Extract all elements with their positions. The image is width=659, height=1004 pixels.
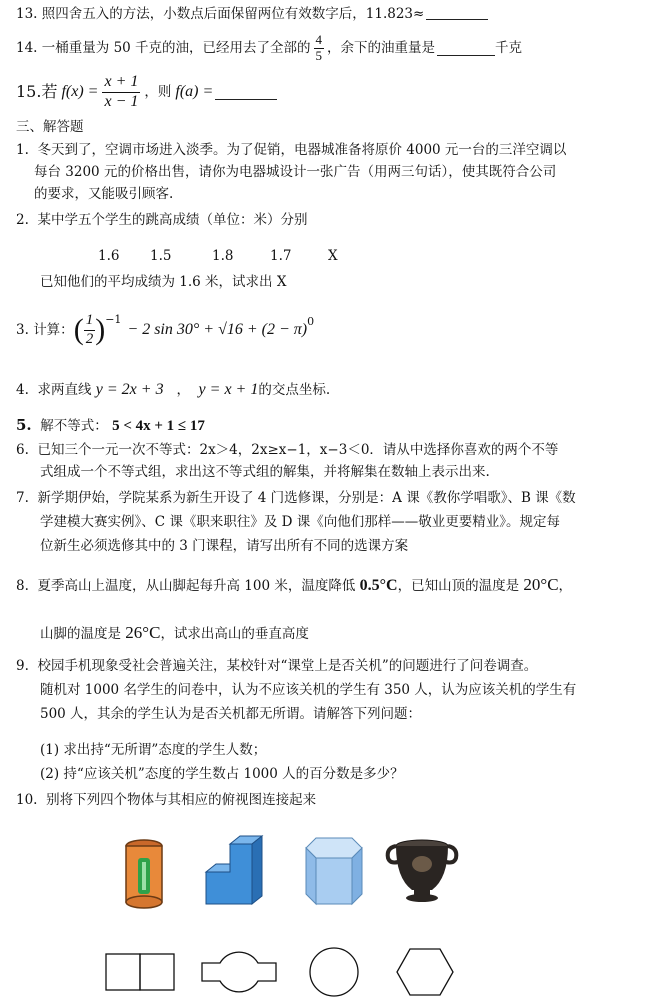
a9-sub-1: (1) 求出持“无所谓”态度的学生人数； [40, 742, 267, 758]
a8-text-1c: ， [558, 578, 573, 594]
a1-number: 1. [16, 142, 29, 158]
q14-answer-blank [437, 41, 495, 56]
a9-text-1: 校园手机现象受社会普遍关注，某校针对“课堂上是否关机”的问题进行了问卷调查。 [37, 658, 538, 674]
answer-7-line-1 [16, 488, 576, 508]
score-5: X [328, 248, 338, 264]
score-3: 1.8 [212, 248, 234, 264]
question-13 [16, 4, 488, 24]
a7-text-3: 位新生必须选修其中的 3 门课程，请写出所有不同的选课方案 [40, 538, 409, 554]
q15-lead: 若 [41, 82, 58, 101]
a1-text-3: 的要求，又能吸引顾客. [34, 186, 174, 202]
answer-1-line-1 [16, 140, 566, 160]
a3-lead: 计算： [33, 321, 74, 338]
q14-text-a: 一桶重量为 50 千克的油，已经用去了全部的 [41, 39, 311, 56]
a3-exponent-2: 0 [307, 315, 315, 328]
a9-sub-2: (2) 持“应该关机”态度的学生数占 1000 人的百分数是多少？ [40, 766, 404, 782]
hexagonal-prism-object [302, 834, 366, 908]
a4-sep: ， [176, 382, 190, 398]
a2-number: 2. [16, 212, 29, 228]
top-view-circle-with-handles [198, 948, 280, 998]
a9-text-3: 500 人，其余的学生认为是否关机都无所谓。请解答下列问题： [40, 706, 422, 722]
question-15 [16, 70, 277, 114]
score-4: 1.7 [270, 248, 292, 264]
q15-number: 15. [16, 82, 42, 101]
a4-lead: 求两直线 [37, 382, 92, 398]
q15-fx: f(x) = [61, 83, 99, 100]
a7-text-2: 学建模大赛实例》、C 课《职来职往》及 D 课《向他们那样——敬业更要精业》。规定每 [40, 514, 561, 530]
a1-text-2: 每台 3200 元的价格出售，请你为电器城设计一张广告（用两三句话），使其既符合公司 [34, 164, 557, 180]
a5-inequality: 5 < 4x + 1 ≤ 17 [112, 418, 205, 434]
answer-2-line-1 [16, 210, 307, 230]
top-view-circle [302, 946, 366, 998]
a2-text-3: 已知他们的平均成绩为 1.6 米，试求出 X [40, 274, 287, 290]
q15-mid: ，则 [144, 83, 172, 100]
q15-fa: f(a) = [175, 83, 214, 100]
a8-temp-1: 0.5°C [359, 577, 398, 594]
a10-text: 别将下列四个物体与其相应的俯视图连接起来 [46, 792, 317, 808]
a8-text-2a: 山脚的温度是 [40, 626, 121, 642]
section-title: 三、解答题 [16, 119, 84, 135]
score-2: 1.5 [150, 248, 172, 264]
answer-5 [16, 414, 205, 438]
a3-left-paren: ( [73, 313, 84, 346]
q15-fraction [102, 73, 140, 111]
answer-10 [16, 790, 316, 810]
a8-text-2b: ，试求出高山的垂直高度 [160, 626, 309, 642]
answer-8-line-2 [40, 620, 309, 646]
vase-object [384, 838, 460, 904]
a4-eq1: y = 2x + 3 [95, 381, 164, 398]
answer-6-line-1 [16, 440, 558, 460]
a5-number: 5. [16, 416, 32, 434]
top-view-two-squares [104, 950, 176, 996]
answer-9-line-1 [16, 656, 537, 676]
a8-text-1a: 夏季高山上温度，从山脚起每升高 100 米，温度降低 [37, 578, 356, 594]
a3-frac-den: 2 [85, 330, 94, 347]
q14-number: 14. [16, 39, 38, 56]
a6-text-1: 已知三个一元一次不等式：2x＞4，2x≥x−1，x−3＜0．请从中选择你喜欢的两个不等 [37, 442, 559, 458]
a10-number: 10. [16, 792, 38, 808]
q14-text-b: ，余下的油重量是 [327, 39, 436, 56]
a8-temp-2: 20°C [523, 575, 559, 594]
a3-exponent-1: −1 [105, 313, 122, 326]
q15-frac-num: x + 1 [102, 73, 140, 92]
q15-frac-den: x − 1 [104, 92, 139, 110]
q13-answer-blank [426, 5, 488, 20]
a9-number: 9. [16, 658, 29, 674]
a9-text-2: 随机对 1000 名学生的问卷中，认为不应该关机的学生有 350 人，认为应该关机的学生有 [40, 682, 577, 698]
a6-text-2: 式组成一个不等式组，求出这不等式组的解集，并将解集在数轴上表示出来. [40, 464, 490, 480]
score-1: 1.6 [98, 248, 120, 264]
a8-text-1b: ，已知山顶的温度是 [397, 578, 520, 594]
a8-number: 8. [16, 578, 29, 594]
q14-text-c: 千克 [495, 39, 523, 56]
q13-number: 13. [16, 6, 38, 22]
a4-eq2: y = x + 1 [198, 381, 259, 398]
a3-right-paren: ) [95, 313, 106, 346]
a2-text-1: 某中学五个学生的跳高成绩（单位：米）分别 [37, 212, 308, 228]
a5-lead: 解不等式： [40, 418, 108, 434]
a1-text-1: 冬天到了，空调市场进入淡季。为了促销，电器城准备将原价 4000 元一台的三洋空调以 [37, 142, 567, 158]
a3-frac-num: 1 [84, 312, 96, 330]
question-14 [16, 30, 522, 66]
answer-3 [16, 304, 314, 356]
cylinder-can-object [120, 838, 168, 910]
a6-number: 6. [16, 442, 29, 458]
a8-temp-3: 26°C [125, 623, 161, 642]
step-block-object [200, 834, 270, 908]
a4-number: 4. [16, 382, 29, 398]
a7-number: 7. [16, 490, 29, 506]
q14-frac-den: 5 [315, 47, 323, 63]
q14-fraction [314, 33, 325, 64]
a3-number: 3. [16, 321, 29, 338]
a2-scores [98, 246, 338, 266]
a4-tail: 的交点坐标. [258, 382, 331, 398]
q13-text: 照四舍五入的方法，小数点后面保留两位有效数字后，11.823≈ [41, 6, 425, 22]
answer-4 [16, 378, 330, 402]
a3-fraction [84, 312, 96, 348]
a7-text-1: 新学期伊始，学院某系为新生开设了 4 门选修课，分别是：A 课《教你学唱歌》、B 课《数 [37, 490, 576, 506]
q14-frac-num: 4 [315, 31, 323, 47]
top-view-hexagon [394, 946, 456, 998]
answer-8-line-1 [16, 572, 572, 598]
q15-answer-blank [215, 85, 277, 100]
a3-rest: − 2 sin 30° + √16 + (2 − π) [127, 321, 308, 338]
